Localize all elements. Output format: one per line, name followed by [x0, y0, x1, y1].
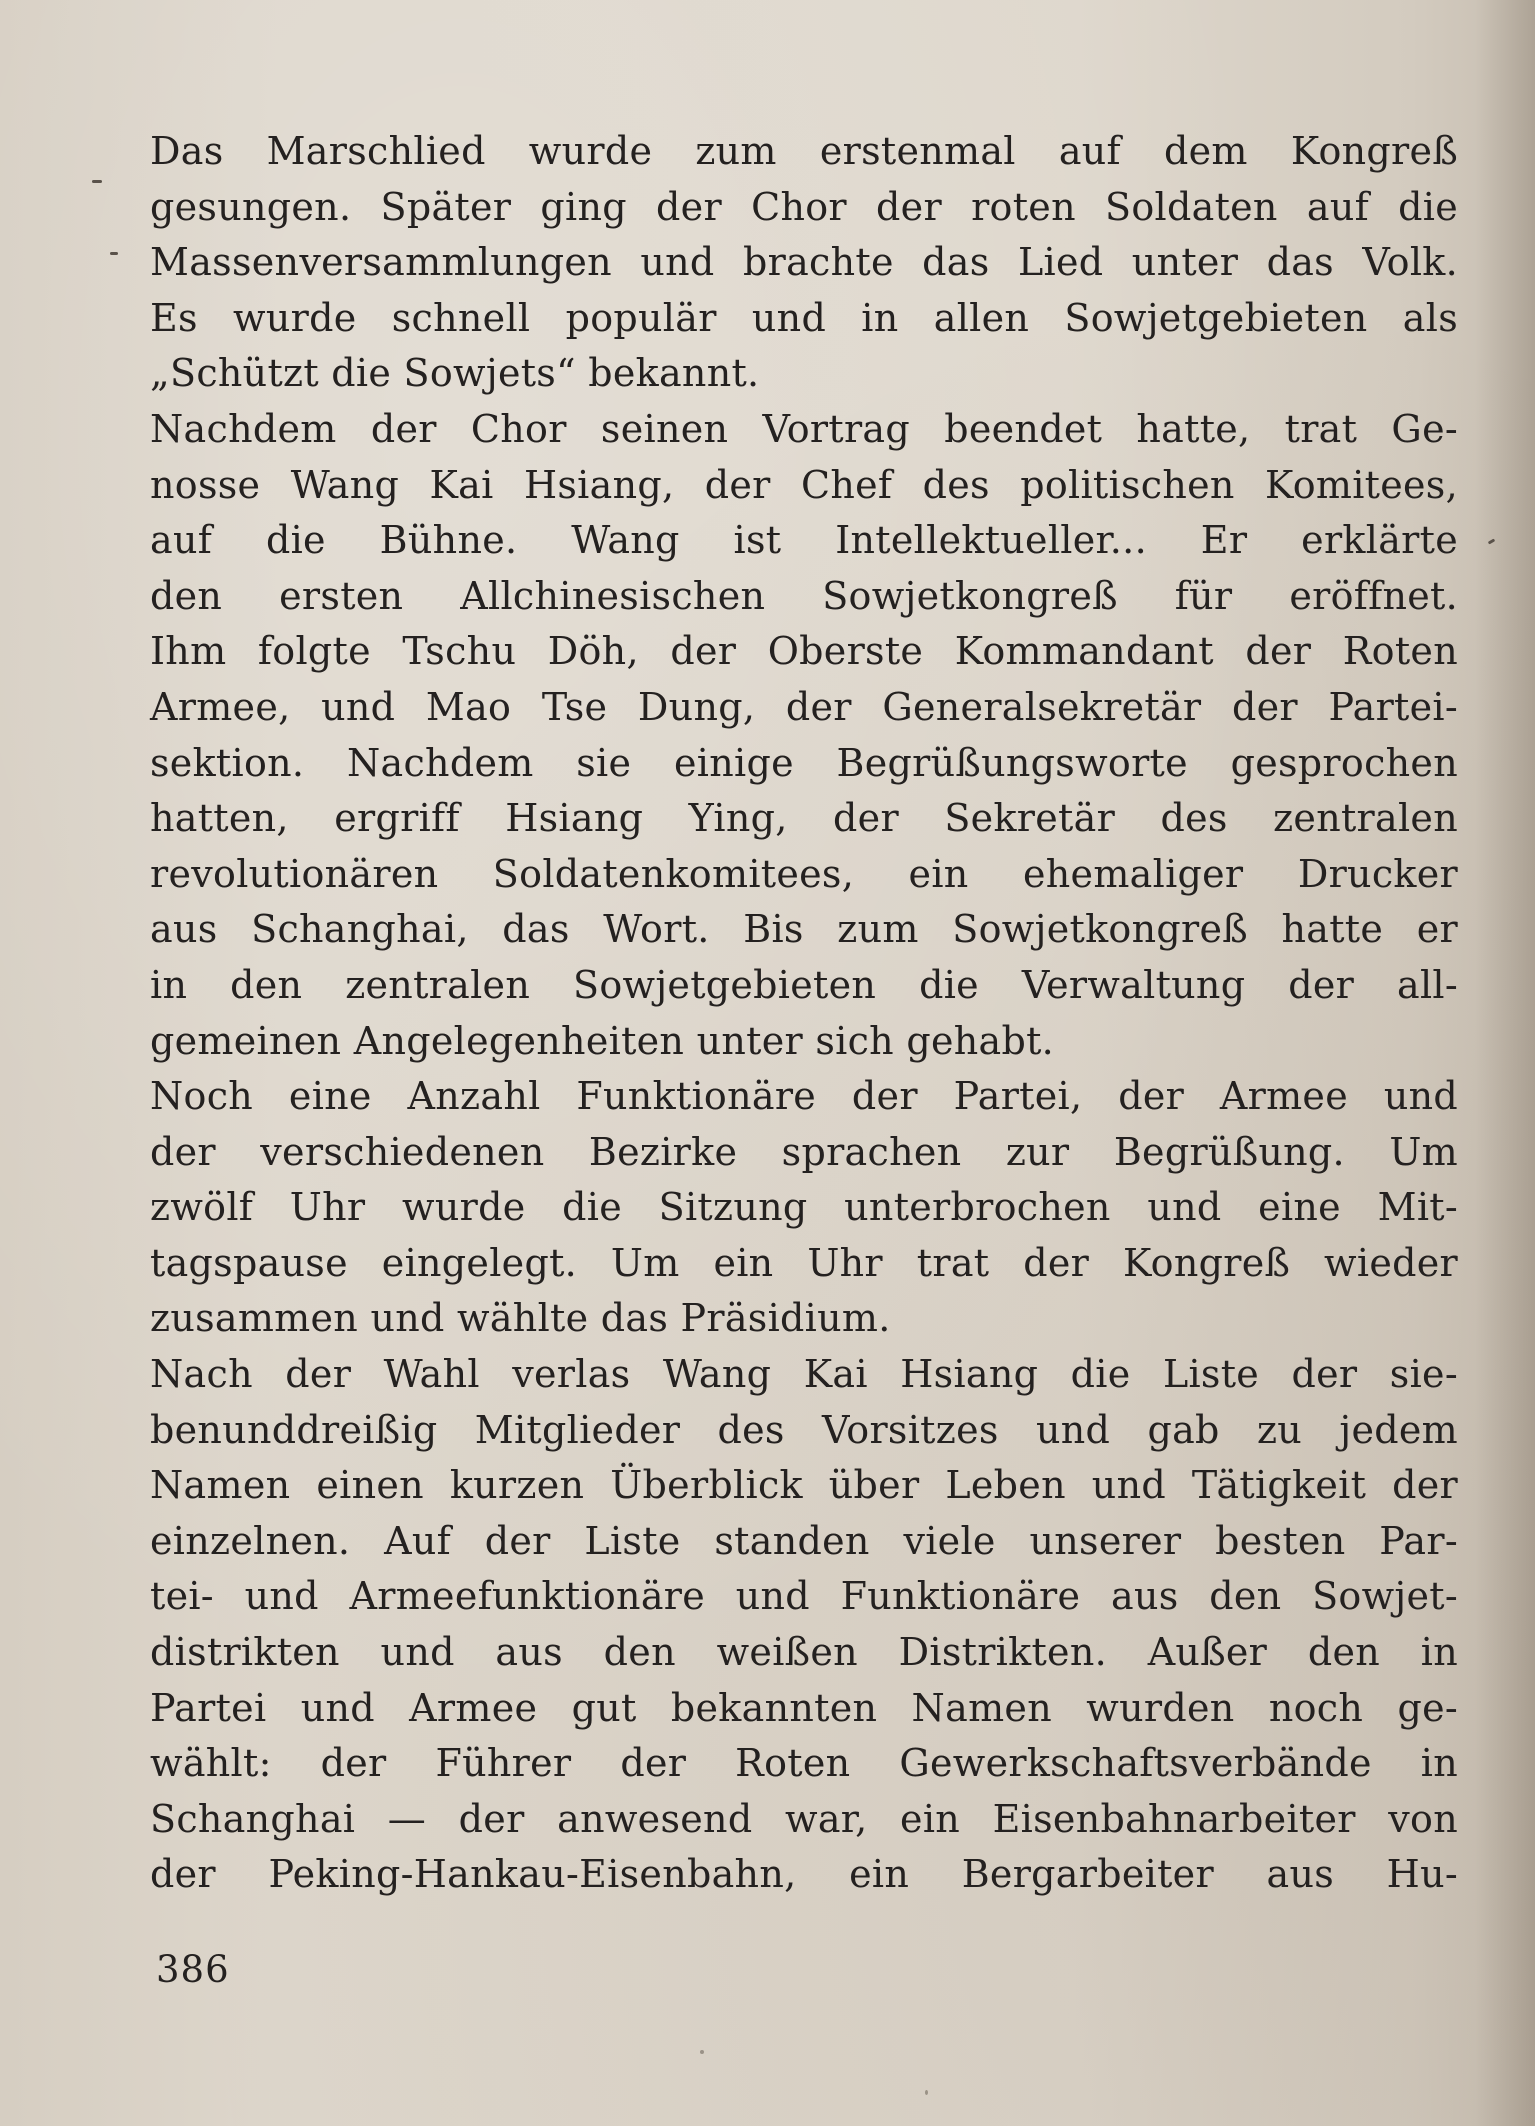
text-line: Partei und Armee gut bekannten Namen wurden noch ge- [150, 1685, 1458, 1730]
text-line: hatten, ergriff Hsiang Ying, der Sekretär des zentralen [150, 796, 1458, 841]
text-line: tagspause eingelegt. Um ein Uhr trat der Kongreß wieder [150, 1240, 1458, 1285]
text-line: Nachdem der Chor seinen Vortrag beendet hatte, trat Ge- [150, 406, 1458, 451]
text-line: „Schützt die Sowjets“ bekannt. [150, 351, 760, 396]
text-line: wählt: der Führer der Roten Gewerkschaftsverbände in [150, 1741, 1458, 1786]
text-line: Massenversammlungen und brachte das Lied unter das Volk. [150, 240, 1458, 285]
text-line: in den zentralen Sowjetgebieten die Verwaltung der all- [150, 962, 1458, 1007]
text-line: sektion. Nachdem sie einige Begrüßungsworte gesprochen [150, 740, 1458, 785]
margin-mark [110, 252, 118, 255]
text-line: zusammen und wählte das Präsidium. [150, 1296, 891, 1341]
text-line: gesungen. Später ging der Chor der roten Soldaten auf die [150, 184, 1458, 229]
body-text [150, 124, 1458, 1903]
paper-speck [700, 2050, 704, 2054]
text-line: Armee, und Mao Tse Dung, der Generalsekretär der Partei- [150, 684, 1458, 729]
text-line: Noch eine Anzahl Funktionäre der Partei, der Armee und [150, 1074, 1458, 1119]
text-line: Ihm folgte Tschu Döh, der Oberste Kommandant der Roten [150, 629, 1458, 674]
text-line: gemeinen Angelegenheiten unter sich gehabt. [150, 1018, 1055, 1063]
text-line: Nach der Wahl verlas Wang Kai Hsiang die Liste der sie- [150, 1352, 1458, 1397]
text-line: der Peking-Hankau-Eisenbahn, ein Bergarbeiter aus Hu- [150, 1852, 1458, 1897]
text-line: zwölf Uhr wurde die Sitzung unterbrochen und eine Mit- [150, 1185, 1458, 1230]
text-line: tei- und Armeefunktionäre und Funktionäre aus den Sowjet- [150, 1574, 1458, 1619]
paper-speck [925, 2090, 928, 2095]
text-line: den ersten Allchinesischen Sowjetkongreß für eröffnet. [150, 573, 1458, 618]
text-line: nosse Wang Kai Hsiang, der Chef des politischen Komitees, [150, 462, 1458, 507]
text-line: Namen einen kurzen Überblick über Leben und Tätigkeit der [150, 1463, 1458, 1508]
text-line: Es wurde schnell populär und in allen Sowjetgebieten als [150, 295, 1458, 340]
page-number: 386 [156, 1948, 230, 1991]
text-line: einzelnen. Auf der Liste standen viele unserer besten Par- [150, 1518, 1458, 1563]
text-line: Schanghai — der anwesend war, ein Eisenbahnarbeiter von [150, 1796, 1458, 1841]
page-gutter-shadow [1475, 0, 1535, 2126]
margin-mark [92, 180, 102, 183]
text-line: Das Marschlied wurde zum erstenmal auf dem Kongreß [150, 129, 1458, 173]
text-line: der verschiedenen Bezirke sprachen zur Begrüßung. Um [150, 1129, 1458, 1174]
text-line: aus Schanghai, das Wort. Bis zum Sowjetkongreß hatte er [150, 907, 1458, 952]
text-line: revolutionären Soldatenkomitees, ein ehemaliger Drucker [150, 851, 1458, 896]
text-line: benunddreißig Mitglieder des Vorsitzes und gab zu jedem [150, 1407, 1458, 1452]
text-line: auf die Bühne. Wang ist Intellektueller... Er erklärte [150, 518, 1458, 563]
text-line: distrikten und aus den weißen Distrikten. Außer den in [150, 1630, 1458, 1675]
